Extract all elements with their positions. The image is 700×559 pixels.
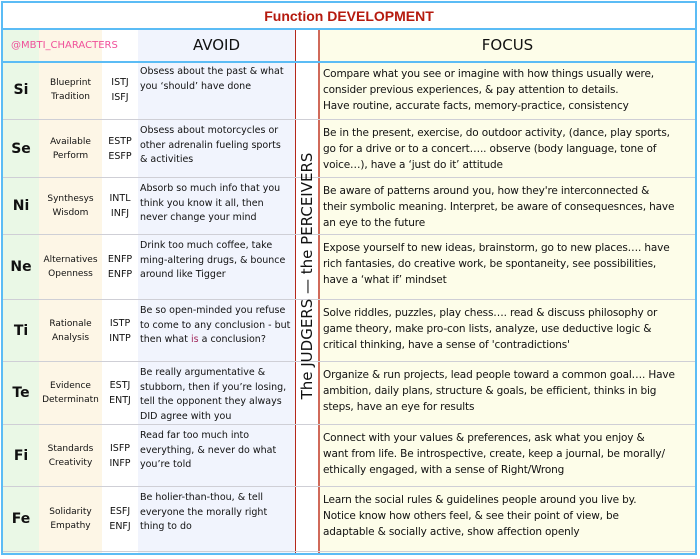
avoid-line: Be so open-minded you refuse bbox=[140, 305, 286, 316]
focus-line: want from life. Be introspective, create, keep a journal, be morally/ bbox=[323, 448, 665, 460]
focus-line: steps, have an eye for results bbox=[323, 401, 475, 413]
mbti-type: ENFP bbox=[107, 269, 133, 280]
focus-line: an eye to the future bbox=[323, 217, 426, 229]
avoid-line: you’re told bbox=[140, 459, 192, 470]
function-row-te bbox=[3, 362, 695, 425]
avoid-text bbox=[140, 491, 294, 535]
function-names bbox=[39, 425, 102, 486]
mbti-types bbox=[102, 61, 138, 119]
function-code: Se bbox=[11, 140, 31, 157]
focus-text bbox=[323, 367, 693, 415]
function-names bbox=[39, 61, 102, 119]
mbti-type: ENFP bbox=[107, 254, 133, 265]
mbti-type: ESTP bbox=[108, 135, 132, 147]
focus-text bbox=[323, 125, 693, 173]
author-handle: @MBTI_CHARACTERS bbox=[11, 40, 118, 51]
function-name: Rationale bbox=[49, 318, 92, 329]
avoid-line: stubborn, then if you’re losing, bbox=[140, 381, 287, 393]
function-row-fe bbox=[3, 487, 695, 552]
focus-line: rich fantasies, do creative work, be spontaneity, see possibilities, bbox=[323, 258, 657, 270]
mbti-type: INTL bbox=[109, 193, 131, 204]
avoid-fragment: a conclusion? bbox=[198, 334, 266, 345]
function-names bbox=[39, 120, 102, 177]
function-row-ti bbox=[3, 300, 695, 362]
function-code: Ti bbox=[13, 322, 29, 339]
function-names bbox=[39, 487, 102, 551]
mbti-type: ESFJ bbox=[109, 506, 131, 517]
focus-line: Compare what you see or imagine with how things usually were, bbox=[323, 68, 654, 80]
focus-line: Organize & run projects, lead people toward a common goal…. Have bbox=[323, 369, 675, 381]
function-name: Creativity bbox=[48, 457, 93, 468]
avoid-line: you ‘should’ have done bbox=[140, 80, 252, 92]
avoid-text bbox=[140, 429, 294, 473]
avoid-fragment: then what bbox=[140, 334, 191, 345]
vertical-label bbox=[296, 123, 318, 428]
avoid-text bbox=[140, 182, 294, 226]
mbti-types bbox=[102, 362, 138, 424]
focus-line: ambition, daily plans, structure & goals, be efficient, thinks in big bbox=[323, 385, 657, 397]
focus-line: Learn the social rules & guidelines people around you live by. bbox=[323, 494, 637, 506]
focus-text bbox=[323, 183, 693, 231]
function-row-ni bbox=[3, 178, 695, 235]
avoid-text bbox=[140, 304, 294, 348]
function-name: Determinatn bbox=[42, 395, 99, 405]
mbti-types bbox=[102, 178, 138, 234]
function-code: Fi bbox=[13, 447, 29, 464]
function-name: Solidarity bbox=[49, 507, 92, 517]
page-title: Function DEVELOPMENT bbox=[3, 3, 695, 30]
avoid-line: Drink too much coffee, take bbox=[140, 240, 273, 251]
avoid-text bbox=[140, 366, 294, 424]
focus-text bbox=[323, 240, 693, 288]
mbti-type: ISFJ bbox=[111, 92, 129, 103]
mbti-type: ENTJ bbox=[109, 395, 131, 406]
mbti-type: INFP bbox=[109, 457, 131, 469]
avoid-line: to come to any conclusion - but bbox=[140, 319, 291, 331]
focus-line: Solve riddles, puzzles, play chess…. read & discuss philosophy or bbox=[323, 307, 658, 319]
avoid-line: thing to do bbox=[140, 521, 192, 532]
focus-line: Connect with your values & preferences, ask what you enjoy & bbox=[323, 432, 645, 444]
focus-line: adaptable & socially active, show affection openly bbox=[323, 526, 580, 538]
mbti-types bbox=[102, 300, 138, 361]
function-name: Analysis bbox=[51, 332, 90, 343]
function-code: Fe bbox=[11, 511, 31, 527]
avoid-line: everyone the morally right bbox=[140, 506, 268, 518]
focus-line: Have routine, accurate facts, memory-practice, consistency bbox=[323, 100, 629, 112]
function-row-ne bbox=[3, 235, 695, 300]
focus-text bbox=[323, 305, 693, 353]
focus-line: Be in the present, exercise, do outdoor activity, (dance, play sports, bbox=[323, 127, 670, 139]
mbti-type: INFJ bbox=[110, 208, 130, 219]
function-name: Alternatives bbox=[43, 255, 98, 265]
avoid-line: think you know it all, then bbox=[140, 197, 264, 209]
avoid-line: Read far too much into bbox=[140, 430, 250, 441]
avoid-line: tell the opponent they always bbox=[140, 396, 282, 407]
focus-line: ethically engaged, with a sense of Right/Wrong bbox=[323, 464, 565, 476]
focus-line: Notice know how others feel, & see their point of view, be bbox=[323, 510, 619, 522]
header-row bbox=[3, 30, 695, 63]
avoid-text bbox=[140, 239, 294, 283]
focus-line: their symbolic meaning. Interpret, be aware of consequesnces, have bbox=[323, 201, 675, 213]
avoid-text bbox=[140, 65, 294, 94]
function-name: Openness bbox=[48, 269, 93, 279]
mbti-type: ESFP bbox=[108, 150, 132, 162]
function-name: Available bbox=[50, 136, 91, 147]
function-names bbox=[39, 362, 102, 424]
highlight-word: is bbox=[191, 334, 199, 345]
mbti-type: INTP bbox=[109, 332, 131, 344]
function-code: Te bbox=[12, 385, 30, 401]
chart-frame bbox=[1, 1, 697, 555]
focus-text bbox=[323, 492, 693, 540]
avoid-line: around like Tigger bbox=[140, 269, 226, 280]
avoid-line: Absorb so much info that you bbox=[140, 183, 281, 194]
function-row-se bbox=[3, 120, 695, 178]
mbti-type: ISTP bbox=[109, 317, 131, 329]
mbti-types bbox=[102, 487, 138, 551]
function-name: Empathy bbox=[50, 521, 91, 531]
function-code: Si bbox=[13, 82, 29, 98]
function-names bbox=[39, 300, 102, 361]
focus-line: voice…), have a ‘just do it’ attitude bbox=[323, 159, 503, 171]
focus-heading: FOCUS bbox=[481, 36, 534, 54]
mbti-types bbox=[102, 235, 138, 299]
function-names bbox=[39, 178, 102, 234]
avoid-line: everything, & never do what bbox=[140, 444, 277, 456]
function-name: Evidence bbox=[50, 381, 91, 391]
avoid-line: never change your mind bbox=[140, 212, 257, 223]
focus-line: go for a drive or to a concert….. observe (body language, tone of bbox=[323, 143, 657, 155]
avoid-line: Obsess about motorcycles or bbox=[140, 125, 279, 136]
focus-line: game theory, make pro-con lists, analyze, use deductive logic & bbox=[323, 323, 652, 335]
mbti-types bbox=[102, 425, 138, 486]
function-row-si bbox=[3, 61, 695, 120]
focus-line: Expose yourself to new ideas, brainstorm, go to new places…. have bbox=[323, 242, 670, 254]
function-code: Ni bbox=[12, 198, 30, 214]
mbti-type: ISTJ bbox=[111, 77, 129, 88]
avoid-line: DID agree with you bbox=[140, 410, 232, 422]
function-name: Wisdom bbox=[52, 208, 89, 218]
vertical-label-text: The JUDGERS — the PERCEIVERS bbox=[298, 152, 316, 399]
function-row-fi bbox=[3, 425, 695, 487]
function-name: Standards bbox=[47, 443, 94, 454]
avoid-line: Be holier-than-thou, & tell bbox=[140, 492, 263, 503]
focus-text bbox=[323, 430, 693, 478]
function-name: Perform bbox=[52, 150, 89, 161]
mbti-type: ENFJ bbox=[109, 521, 131, 532]
avoid-line: Obsess about the past & what bbox=[140, 66, 284, 77]
mbti-type: ESTJ bbox=[109, 380, 131, 391]
avoid-heading: AVOID bbox=[192, 36, 241, 54]
avoid-line bbox=[140, 333, 294, 348]
focus-line: critical thinking, have a sense of 'contradictions' bbox=[323, 339, 570, 351]
avoid-line: ming-altering drugs, & bounce bbox=[140, 254, 286, 266]
function-names bbox=[39, 235, 102, 299]
mbti-type: ISFP bbox=[109, 442, 131, 454]
function-name: Blueprint bbox=[49, 78, 92, 88]
avoid-text bbox=[140, 124, 294, 168]
avoid-line: Be really argumentative & bbox=[140, 367, 266, 378]
function-name: Tradition bbox=[51, 92, 90, 102]
function-code: Ne bbox=[10, 259, 32, 275]
focus-text bbox=[323, 66, 693, 114]
focus-line: have a ‘what if’ mindset bbox=[323, 274, 447, 286]
function-name: Synthesys bbox=[47, 194, 94, 204]
avoid-line: other adrenalin fueling sports bbox=[140, 139, 281, 151]
focus-line: consider previous experiences, & pay attention to details. bbox=[323, 84, 619, 96]
focus-line: Be aware of patterns around you, how they're interconnected & bbox=[323, 185, 650, 197]
mbti-types bbox=[102, 120, 138, 177]
avoid-line: & activities bbox=[140, 154, 194, 165]
